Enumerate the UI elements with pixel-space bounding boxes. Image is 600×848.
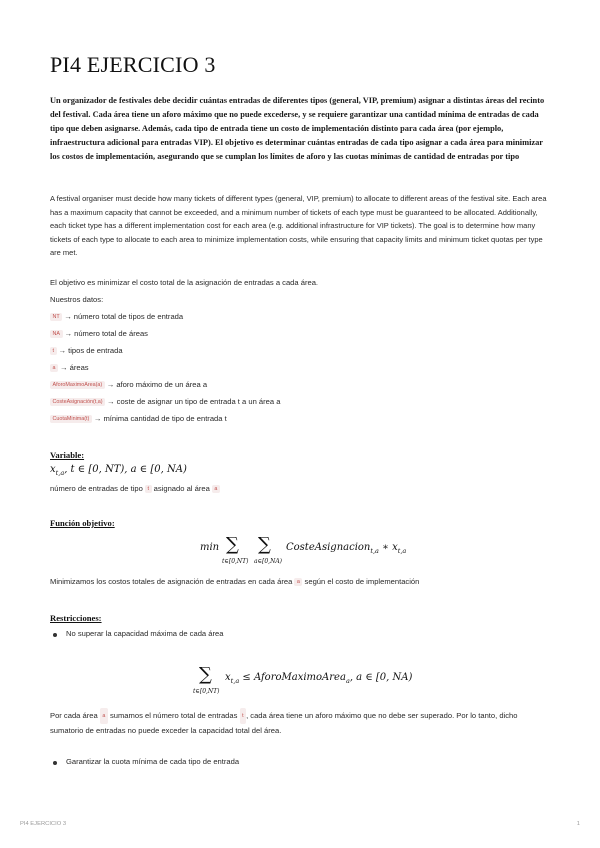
var-desc-pre: número de entradas de tipo: [50, 484, 143, 493]
objective-formula: [200, 534, 460, 571]
arrow-icon: →: [64, 329, 73, 338]
list-item: [50, 380, 207, 389]
obj-desc-post: según el costo de implementación: [304, 577, 420, 586]
x-sub: t,a: [397, 547, 407, 555]
code-chip: t: [145, 485, 152, 493]
sigma-1: ∑: [226, 534, 239, 555]
code-chip: t: [240, 708, 247, 724]
item-desc: coste de asignar un tipo de entrada t a un área a: [116, 397, 281, 406]
sigma-3: ∑: [199, 664, 212, 685]
var-x: x: [50, 464, 56, 475]
obj-desc-pre: Minimizamos los costos totales de asignación de entradas en cada área: [50, 577, 293, 586]
list-item: [50, 414, 227, 423]
var-sub: t,a: [55, 469, 65, 477]
list-item: [50, 397, 280, 406]
restriction-1: No superar la capacidad máxima de cada área: [66, 629, 224, 638]
arrow-icon: →: [93, 414, 102, 423]
arrow-icon: →: [64, 312, 72, 321]
objective-sentence: El objetivo es minimizar el costo total de la asignación de entradas a cada área.: [50, 278, 319, 287]
objective-heading: Función objetivo:: [50, 518, 115, 528]
c1-expression: [225, 672, 412, 685]
term-sub: t,a: [370, 547, 379, 555]
variable-formula: [50, 464, 187, 477]
variable-desc: [50, 484, 220, 493]
item-desc: aforo máximo de un área a: [116, 380, 208, 389]
min-label: min: [200, 542, 220, 553]
sum1-sub: t∈[0,NT): [222, 558, 249, 565]
c1-rel: ≤ AforoMaximoArea: [239, 672, 346, 683]
sigma-2: ∑: [258, 534, 271, 555]
page-title: PI4 EJERCICIO 3: [50, 52, 216, 77]
item-desc: número total de áreas: [74, 329, 148, 338]
c1-x: x: [225, 672, 231, 683]
objective-desc: [50, 577, 419, 586]
c1-xsub: t,a: [230, 677, 240, 685]
item-desc: número total de tipos de entrada: [73, 312, 184, 321]
code-chip: a: [212, 485, 220, 493]
code-chip: NT: [50, 313, 62, 321]
variable-heading: Variable:: [50, 450, 85, 460]
arrow-icon: →: [107, 397, 115, 406]
code-chip: CosteAsignación(t,a): [50, 398, 105, 406]
list-item: [50, 312, 183, 321]
constraint-1-formula: [193, 664, 453, 701]
arrow-icon: →: [58, 346, 67, 355]
item-desc: mínima cantidad de tipo de entrada t: [103, 414, 227, 423]
data-heading: Nuestros datos:: [50, 295, 104, 304]
c1-par-pre: Por cada área: [50, 711, 98, 720]
restrictions-heading: Restricciones:: [50, 613, 102, 623]
arrow-icon: →: [60, 363, 68, 372]
code-chip: a: [294, 578, 302, 586]
c1-par-post: , cada área tiene un aforo máximo que no debe ser superado. Por lo tanto, dicho sumatorio de entradas no puede exceder la capacidad total del área.: [50, 711, 518, 735]
objective-term: [286, 542, 406, 555]
page-footer: [20, 821, 580, 827]
sum2-sub: a∈[0,NA): [254, 558, 283, 565]
list-item: [50, 363, 89, 372]
code-chip: a: [100, 708, 108, 724]
code-chip: CuotaMinima(t): [50, 415, 92, 423]
constraint-1-explanation: [50, 708, 545, 738]
code-chip: AforoMaximoArea(a): [50, 381, 105, 389]
restriction-2: Garantizar la cuota mínima de cada tipo de entrada: [66, 757, 240, 766]
c1-domain: , a ∈ [0, NA): [349, 672, 413, 683]
code-chip: NA: [50, 330, 63, 338]
term-times: ∗ x: [378, 542, 398, 553]
bullet-icon: [53, 633, 57, 637]
page-number: 1: [576, 821, 580, 827]
bullet-icon: [53, 761, 57, 765]
item-desc: áreas: [69, 363, 89, 372]
c1-rsub: a: [345, 677, 350, 685]
item-desc: tipos de entrada: [68, 346, 123, 355]
footer-title: PI4 EJERCICIO 3: [20, 821, 67, 827]
intro-english: A festival organiser must decide how many tickets of different types (general, VIP, premium) to allocate to different areas of the festival site. Each area has a maximum capacity that cannot be exceeded, and a minimum number of tickets of each type must be guaranteed to be allocated. Additionally, each ticket type has a different implementation cost for each area (e.g. additional infrastructure for VIP tickets). The goal is to determine how many tickets of each type to allocate to each area to minimize implementation costs, while ensuring that capacity limits and minimum ticket quotas per type are met.: [50, 194, 547, 257]
intro-spanish: Un organizador de festivales debe decidir cuántas entradas de diferentes tipos (general, VIP, premium) asignar a distintas áreas del recinto del festival. Cada área tiene un aforo máximo que no puede excederse, y se requiere garantizar una cantidad mínima de entradas de cada tipo que deben asignarse. Además, cada tipo de entrada tiene un costo de implementación distinto para cada área (por ejemplo, infraestructura adicional para entradas VIP). El objetivo es determinar cuántas entradas de cada tipo asignar a cada área para minimizar los costos de implementación, asegurando que se cumplan los límites de aforo y las cuotas mínimas de cantidad de entradas por tipo: [50, 96, 545, 162]
c1-par-mid: sumamos el número total de entradas: [109, 711, 238, 720]
term-name: CosteAsignacion: [286, 542, 371, 553]
var-domain: , t ∈ [0, NT), a ∈ [0, NA): [64, 464, 187, 475]
code-chip: a: [50, 364, 58, 372]
c1-sum-sub: t∈[0,NT): [193, 688, 220, 695]
list-item: [50, 346, 123, 355]
code-chip: t: [50, 347, 57, 355]
var-desc-mid: asignado al área: [153, 484, 210, 493]
arrow-icon: →: [106, 380, 115, 389]
list-item: [50, 329, 148, 338]
